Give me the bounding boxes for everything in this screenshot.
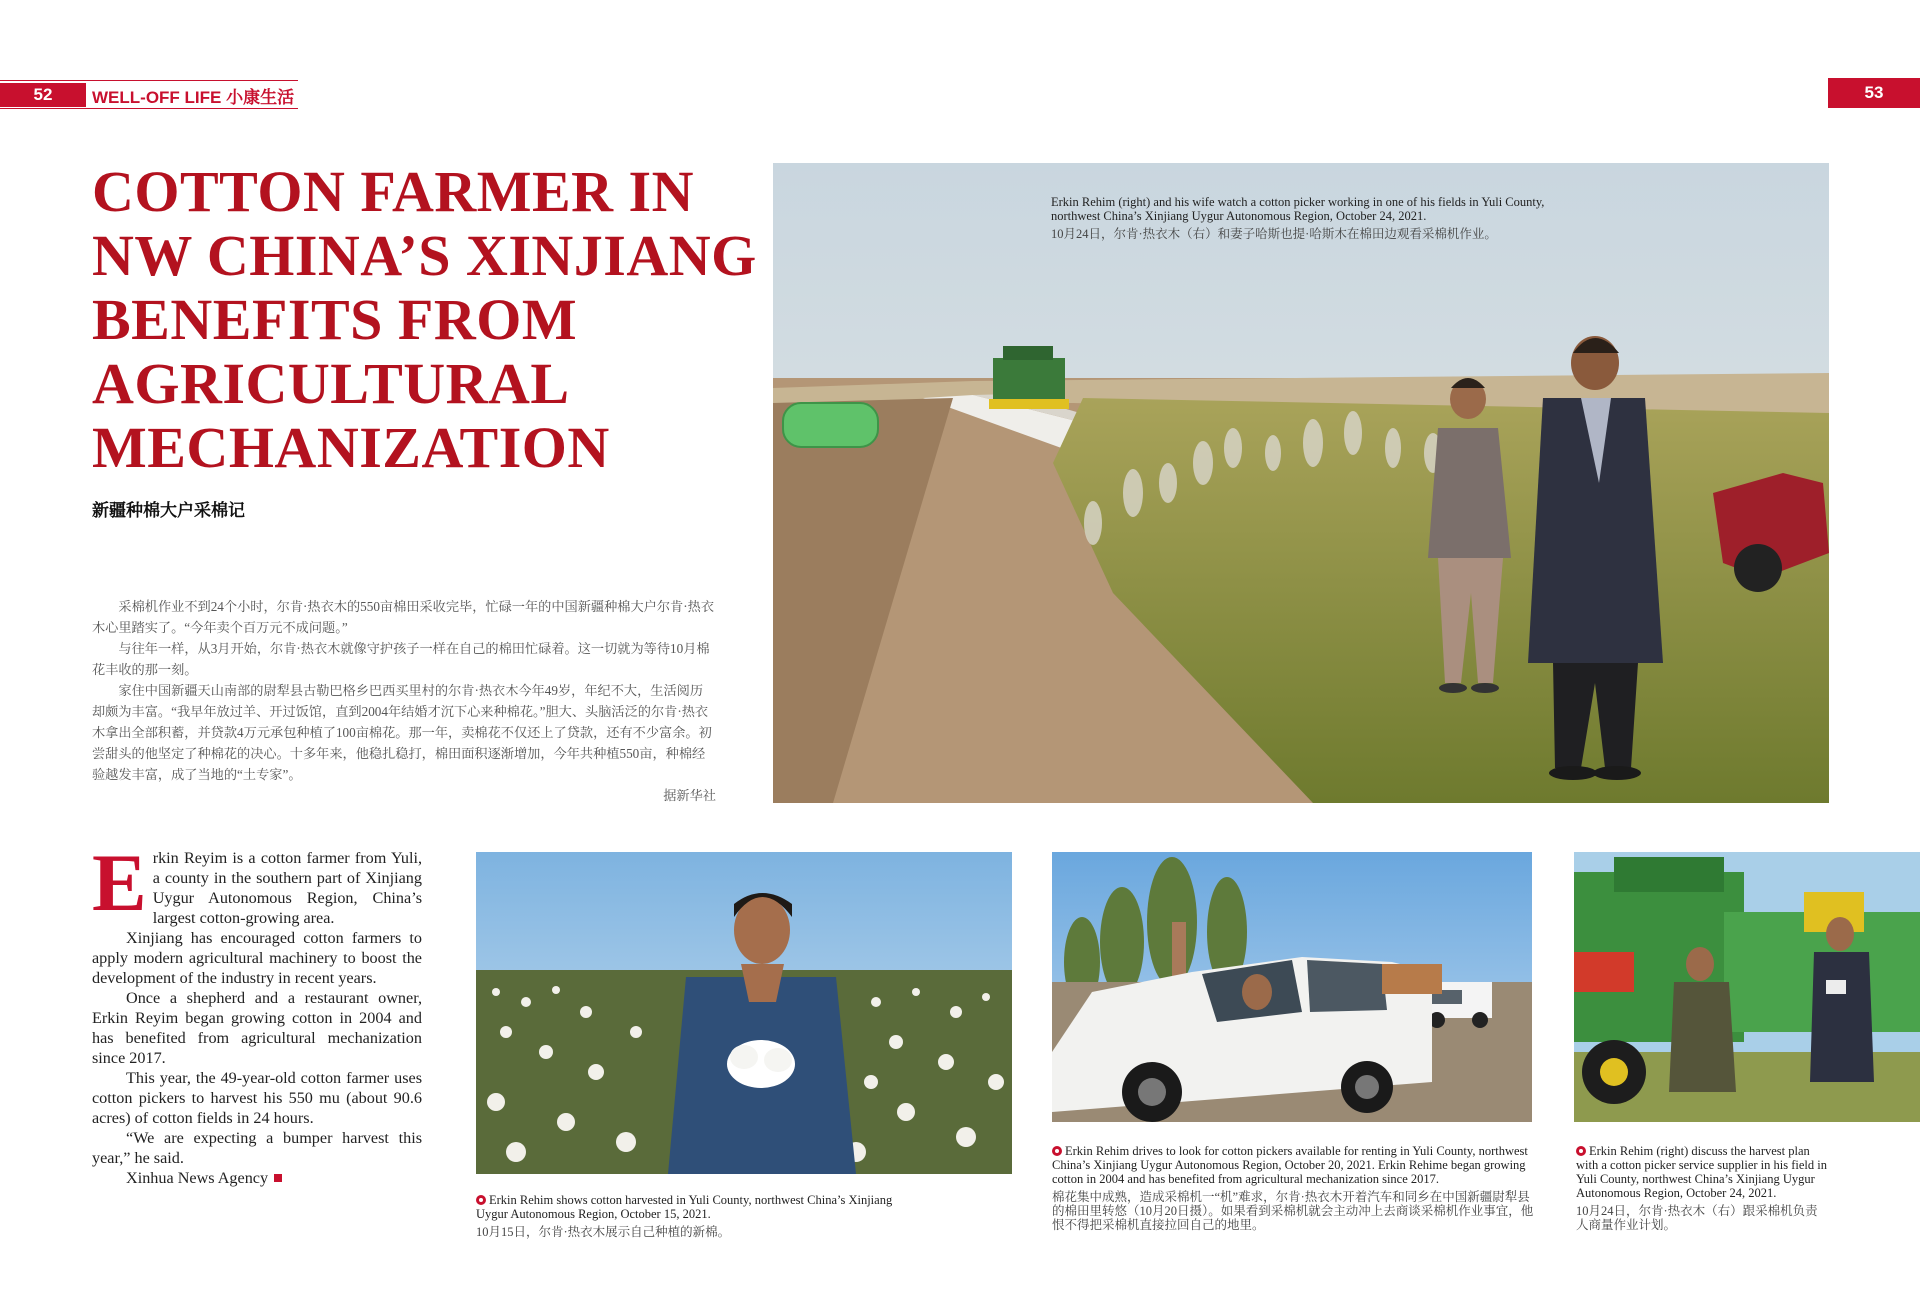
headline-line: COTTON FARMER IN — [92, 159, 694, 224]
camera-icon — [476, 1195, 486, 1205]
header-rule — [0, 80, 298, 81]
caption-cn: 10月15日，尔肯·热衣木展示自己种植的新棉。 — [476, 1225, 731, 1239]
caption-en-row — [1052, 1144, 1538, 1186]
caption-en: Erkin Rehim (right) and his wife watch a cotton picker working in one of his fields in Yuli County, northwest China’s Xinjiang Uygur Autonomous Region, October 24, 2021. — [1051, 195, 1545, 223]
left-page-number: 52 — [0, 83, 86, 107]
end-mark-icon — [274, 1174, 282, 1182]
headline-line: BENEFITS FROM — [92, 287, 578, 352]
truck-photo-image — [1052, 852, 1532, 1122]
caption-en: Erkin Rehim (right) discuss the harvest plan with a cotton picker service supplier in his field in Yuli County, northwest China’s Xinjiang Uygur Autonomous Region, October 24, 2021. — [1576, 1144, 1827, 1200]
caption-en-row — [1576, 1144, 1830, 1200]
english-paragraph: “We are expecting a bumper harvest this year,” he said. — [92, 1129, 422, 1167]
camera-icon — [1576, 1146, 1586, 1156]
picker-photo — [1574, 852, 1920, 1122]
main-photo-image — [773, 163, 1829, 803]
chinese-paragraph: 家住中国新疆天山南部的尉犁县古勒巴格乡巴西买里村的尔肯·热衣木今年49岁，年纪不大，生活阅历却颇为丰富。“我早年放过羊、开过饭馆，直到2004年结婚才沉下心来种棉花。”胆大、头脑活泛的尔肯·热衣木拿出全部积蓄，并贷款4万元承包种植了100亩棉花。那一年，卖棉花不仅还上了贷款，还有不少富余。初尝甜头的他坚定了种棉花的决心。十多年来，他稳扎稳打，棉田面积逐渐增加，今年共种植550亩，种棉经验越发丰富，成了当地的“土专家”。 — [92, 683, 712, 782]
chinese-subtitle: 新疆种棉大户采棉记 — [92, 501, 245, 520]
portrait-photo — [476, 852, 1012, 1174]
right-page-number: 53 — [1828, 78, 1920, 108]
headline-line: NW CHINA’S XINJIANG — [92, 223, 757, 288]
english-paragraph: This year, the 49-year-old cotton farmer uses cotton pickers to harvest his 550 mu (about 90.6 acres) of cotton fields in 24 hours. — [92, 1069, 422, 1127]
byline-paragraph — [92, 1168, 422, 1188]
caption-en: Erkin Rehim shows cotton harvested in Yuli County, northwest China’s Xinjiang Uygur Autonomous Region, October 15, 2021. — [476, 1193, 893, 1221]
truck-caption — [1052, 1144, 1538, 1232]
picker-caption — [1576, 1144, 1830, 1232]
drop-cap: E — [92, 837, 147, 928]
english-paragraph-text: rkin Reyim is a cotton farmer from Yuli, a county in the southern part of Xinjiang Uygur Autonomous Region, China’s largest cotton-growing area. — [152, 849, 422, 927]
headline-line: AGRICULTURAL — [92, 351, 570, 416]
section-label: WELL-OFF LIFE 小康生活 — [92, 87, 295, 107]
english-paragraph: Once a shepherd and a restaurant owner, Erkin Reyim began growing cotton in 2004 and has benefited from agricultural mechanization since 2017. — [92, 989, 422, 1067]
main-photo — [773, 163, 1829, 803]
chinese-article — [92, 596, 716, 806]
english-paragraph — [92, 837, 422, 928]
english-article — [92, 837, 422, 1188]
caption-cn: 10月24日，尔肯·热衣木（右）跟采棉机负责人商量作业计划。 — [1576, 1204, 1818, 1232]
left-page-header — [0, 80, 298, 109]
headline-line: MECHANIZATION — [92, 415, 610, 480]
caption-cn: 10月24日，尔肯·热衣木（右）和妻子哈斯也提·哈斯木在棉田边观看采棉机作业。 — [1051, 227, 1497, 241]
main-photo-caption — [1051, 195, 1571, 241]
headline — [92, 159, 757, 480]
chinese-paragraph: 采棉机作业不到24个小时，尔肯·热衣木的550亩棉田采收完毕，忙碌一年的中国新疆种棉大户尔肯·热衣木心里踏实了。“今年卖个百万元不成问题。” — [92, 599, 715, 635]
picker-photo-image — [1574, 852, 1920, 1122]
truck-photo — [1052, 852, 1532, 1122]
byline: Xinhua News Agency — [126, 1169, 269, 1187]
chinese-source: 据新华社 — [663, 788, 716, 803]
camera-icon — [1052, 1146, 1062, 1156]
caption-en-row — [476, 1193, 896, 1221]
chinese-paragraph: 与往年一样，从3月开始，尔肯·热衣木就像守护孩子一样在自己的棉田忙碌着。这一切就为等待10月棉花丰收的那一刻。 — [92, 641, 710, 677]
portrait-photo-image — [476, 852, 1012, 1174]
english-paragraph: Xinjiang has encouraged cotton farmers to apply modern agricultural machinery to boost the development of the industry in recent years. — [92, 929, 422, 987]
caption-en: Erkin Rehim drives to look for cotton pickers available for renting in Yuli County, northwest China’s Xinjiang Uygur Autonomous Region, October 20, 2021. Erkin Rehime began growing cotton in 2004 and has benefited from agricultural mechanization since 2017. — [1052, 1144, 1528, 1186]
portrait-caption — [476, 1193, 896, 1239]
caption-cn: 棉花集中成熟，造成采棉机一“机”难求，尔肯·热衣木开着汽车和同乡在中国新疆尉犁县的棉田里转悠（10月20日摄）。如果看到采棉机就会主动冲上去商谈采棉机作业事宜，他恨不得把采棉机直接拉回自己的地里。 — [1052, 1190, 1534, 1232]
